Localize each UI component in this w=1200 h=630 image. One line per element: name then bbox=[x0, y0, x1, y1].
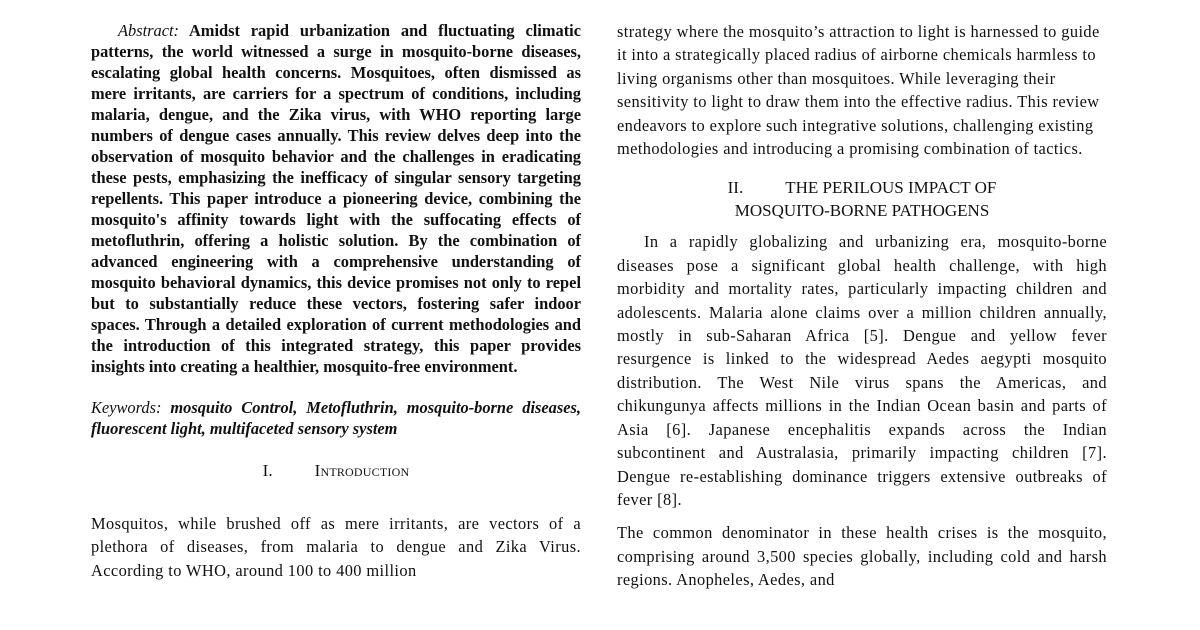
keywords-text: mosquito Control, Metofluthrin, mosquito-borne diseases, fluorescent light, multifaceted sensory system bbox=[91, 398, 581, 438]
section-number: I. bbox=[262, 461, 273, 480]
keywords-paragraph bbox=[91, 397, 581, 439]
section-heading-impact bbox=[617, 176, 1107, 222]
abstract-label: Abstract: bbox=[118, 21, 180, 40]
section-title-line-1 bbox=[617, 176, 1107, 199]
left-column bbox=[91, 20, 581, 582]
section-heading-introduction bbox=[91, 459, 581, 482]
right-column bbox=[617, 20, 1107, 592]
section-title-line-2: MOSQUITO-BORNE PATHOGENS bbox=[734, 201, 990, 221]
intro-paragraph: Mosquitos, while brushed off as mere irritants, are vectors of a plethora of diseases, from malaria to dengue and Zika Virus. According to WHO, around 100 to 400 million bbox=[91, 514, 581, 580]
keywords-label: Keywords: bbox=[91, 398, 162, 417]
continued-paragraph: strategy where the mosquito’s attraction to light is harnessed to guide it into a strategically placed radius of airborne chemicals harmless to living organisms other than mosquitoes. While leveraging their sensitivity to light to draw them into the effective radius. This review endeavors to explore such integrative solutions, challenging existing methodologies and introducing a promising combination of tactics. bbox=[617, 22, 1100, 159]
abstract-paragraph bbox=[91, 20, 581, 377]
impact-paragraph: In a rapidly globalizing and urbanizing era, mosquito-borne diseases pose a significant global health challenge, with high morbidity and mortality rates, particularly impacting children and adolescents. Malaria alone claims over a million children annually, mostly in sub-Saharan Africa [5]. Dengue and yellow fever resurgence is linked to the widespread Aedes aegypti mosquito distribution. The West Nile virus spans the Americas, and chikungunya affects millions in the Indian Ocean basin and parts of Asia [6]. Japanese encephalitis expands across the Indian subcontinent and Australasia, primarily impacting children [7]. Dengue re-establishing dominance triggers extensive outbreaks of fever [8]. bbox=[617, 232, 1107, 509]
section-number: II. bbox=[727, 178, 744, 198]
section-title-part: THE PERILOUS IMPACT OF bbox=[785, 178, 997, 198]
common-denominator-paragraph: The common denominator in these health crises is the mosquito, comprising around 3,500 species globally, including cold and harsh regions. Anopheles, Aedes, and bbox=[617, 523, 1107, 590]
section-title: Introduction bbox=[314, 461, 410, 480]
abstract-text: Amidst rapid urbanization and fluctuating climatic patterns, the world witnessed a surge in mosquito-borne diseases, escalating global health concerns. Mosquitoes, often dismissed as mere irritants, are carriers for a spectrum of conditions, including malaria, dengue, and the Zika virus, with WHO reporting large numbers of dengue cases annually. This review delves deep into the observation of mosquito behavior and the challenges in eradicating these pests, emphasizing the inefficacy of singular sensory targeting repellents. This paper introduce a pioneering device, combining the mosquito's affinity towards light with the suffocating effects of metofluthrin, offering a holistic solution. By the combination of advanced engineering with a comprehensive understanding of mosquito behavioral dynamics, this device promises not only to repel but to substantially reduce these vectors, fostering safer indoor spaces. Through a detailed exploration of current methodologies and the introduction of this integrated strategy, this paper provides insights into creating a healthier, mosquito-free environment. bbox=[91, 21, 581, 376]
